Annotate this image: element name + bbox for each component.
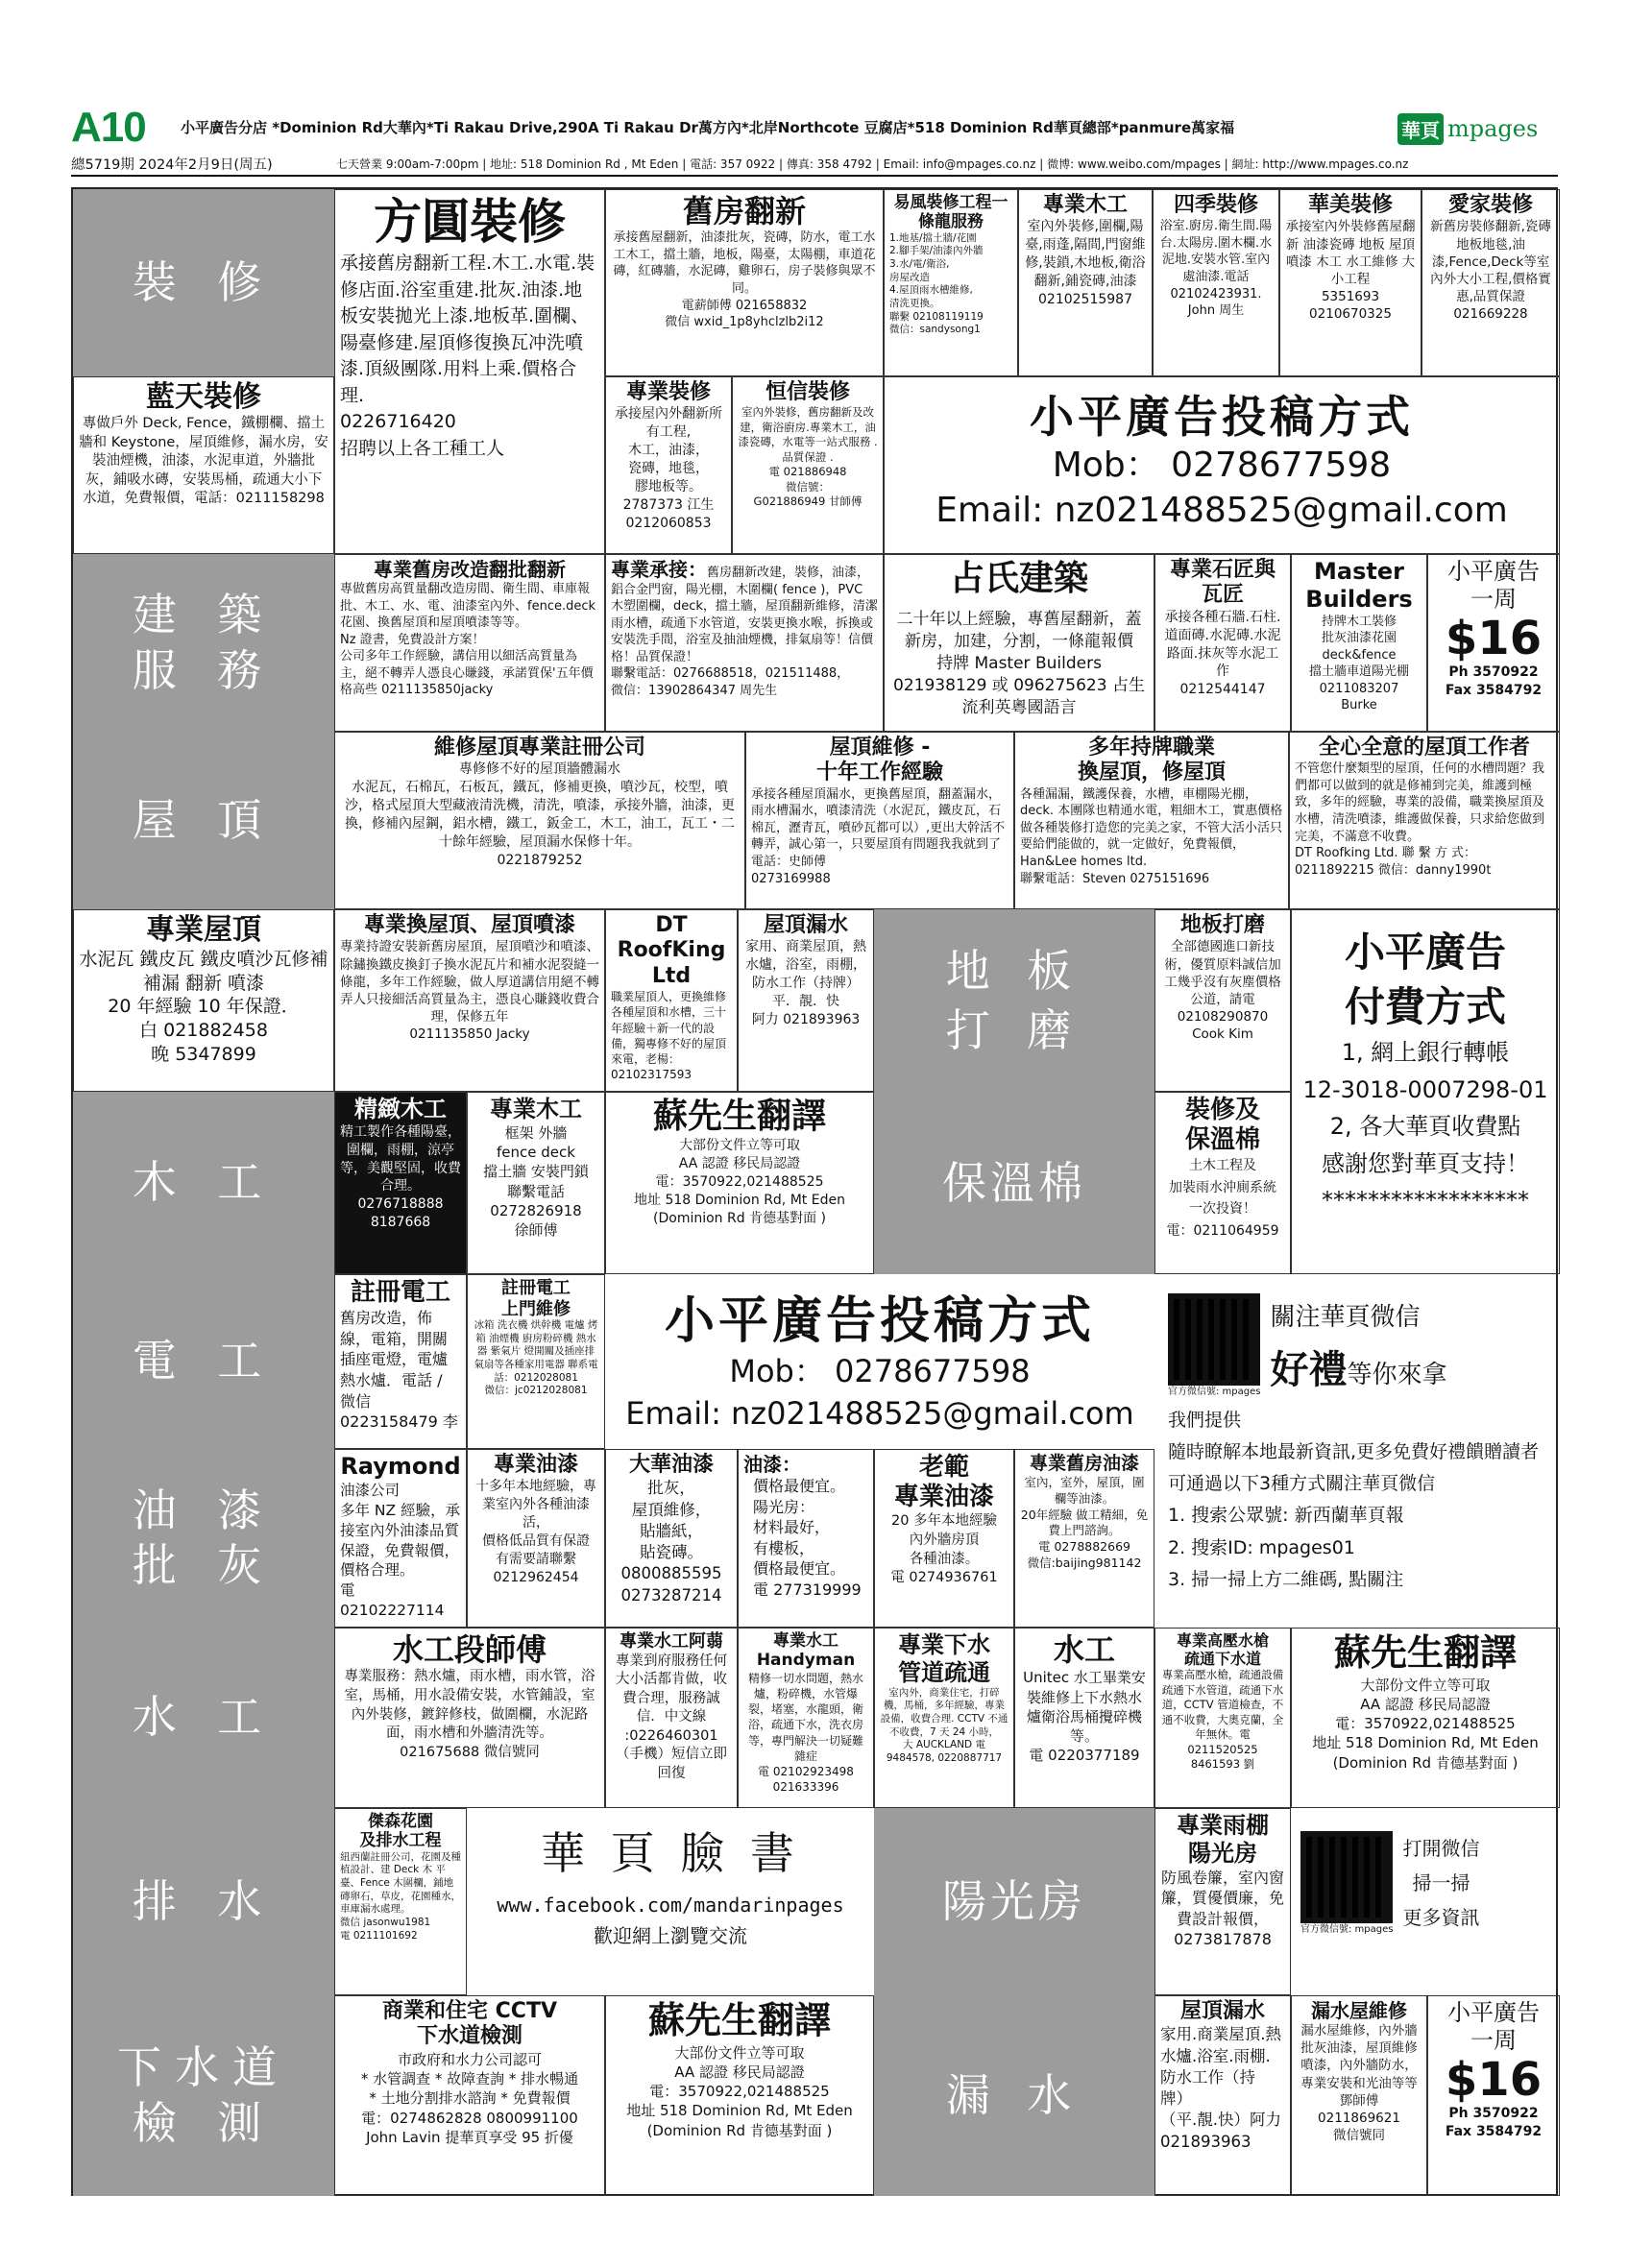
ad-su-translation-2 — [1291, 1628, 1560, 1808]
ad-body: 室內外，商業住宅，打碎機，馬桶，多年經驗，專業設備，收費合理. CCTV 不通不收費，7 天 24 小時， 大 AUCKLAND 電 9484578, 0220887717 — [880, 1686, 1008, 1764]
section-sewer-inspection — [73, 1995, 334, 2196]
ad-stone-mason — [1154, 554, 1291, 732]
section-label: 油 漆 批 灰 — [132, 1484, 276, 1591]
ad-drain-clearing — [874, 1628, 1014, 1808]
section-label: 水 工 — [132, 1691, 276, 1744]
section-woodwork — [73, 1092, 334, 1274]
ad-ah-ruo-plumber — [605, 1628, 738, 1808]
ad-pro-renovation — [605, 376, 732, 554]
ad-body: 承接屋內外翻新所有工程, 木工，油漆， 瓷磚，地毯， 膠地板等。 2787373 江生 0212060853 — [615, 406, 722, 531]
ad-body: 漏水屋維修，內外牆批灰油漆，屋頂維修噴漆，內外牆防水，專業安裝和光油等等 鄧師傅 0211869621 微信號同 — [1300, 2023, 1418, 2144]
ad-title: 華 頁 臉 書 — [541, 1827, 800, 1879]
ad-title: 專業木工 — [1042, 193, 1128, 217]
ad-su-translation-3 — [605, 1995, 874, 2196]
ad-title: 漏水屋維修 — [1311, 1999, 1407, 2022]
ad-title: 維修屋頂專業註冊公司 — [433, 736, 645, 760]
ad-body: 室內外裝修,圍欄,陽臺,雨蓬,隔間,門窗維修,裝鎖,木地板,衛浴翻新,鋪瓷磚,油漆 02102515987 — [1025, 219, 1146, 307]
section-roof — [73, 732, 334, 909]
section-label: 陽光房 — [942, 1875, 1086, 1928]
ad-title: 註冊電工 — [350, 1278, 450, 1307]
ad-hengxin-renovation — [732, 376, 884, 554]
mpages-logo — [1397, 108, 1538, 150]
gift-line — [1270, 1344, 1446, 1396]
section-label: 下水道 檢 測 — [117, 2041, 290, 2149]
ad-dahua-painting — [605, 1449, 738, 1628]
ad-body: 室內，室外，屋頂，圍欄等油漆。 20年經驗 做工精細，免費上門諮詢。 電 0278882669 微信:baijing981142 — [1020, 1474, 1149, 1571]
ad-leaky-home-repair — [1291, 1995, 1427, 2196]
ad-title: 蘇先生翻譯 — [647, 1999, 831, 2041]
ad-title: 專業承接： — [611, 558, 707, 581]
ad-title: 專業石匠與瓦匠 — [1169, 558, 1276, 608]
ad-price: $16 — [1445, 611, 1543, 665]
ad-body: 承接室內外裝修舊屋翻新 油漆瓷磚 地板 屋頂噴漆 木工 水工維修 大小工程 5351693 0210670325 — [1285, 219, 1416, 323]
page-number: A10 — [71, 104, 146, 151]
ad-raymond-painting — [334, 1449, 467, 1628]
section-leak — [874, 1995, 1154, 2196]
ad-title: 舊房翻新 — [682, 193, 806, 229]
ad-roof-repair-10yr — [745, 732, 1014, 909]
ad-body: 精工製作各種陽臺，圍欄，雨棚，涼亭等，美觀堅固，收費合理。 0276718888 8187668 — [340, 1123, 461, 1231]
section-label: 木 工 — [132, 1156, 276, 1209]
ad-title: 屋頂漏水 — [1179, 1999, 1265, 2023]
classified-grid — [71, 187, 1558, 2196]
ad-pro-woodwork — [1018, 189, 1153, 376]
ad-title: 小平廣告 一周 — [1447, 558, 1540, 613]
ad-dt-roofking-2 — [605, 909, 738, 1092]
branch-list: 小平廣告分店 *Dominion Rd大華內*Ti Rakau Drive,290A Ti Rakau Dr萬方內*北岸Northcote 豆腐店*518 Dominion Rd華頁總部*panmure萬家福 — [181, 119, 1235, 136]
ad-facebook-page — [467, 1808, 874, 1995]
ad-title: 方圓裝修 — [374, 194, 566, 250]
logo-text: mpages — [1447, 115, 1539, 142]
ad-insulation — [1154, 1092, 1291, 1274]
ad-roof-repair-company — [334, 732, 745, 909]
ad-aijia-renovation — [1421, 189, 1560, 376]
ad-body: 專修修不好的屋頂牆體漏水 水泥瓦，石棉瓦，石板瓦，鐵瓦，修補更換，噴沙瓦，校型，噴沙，格式屋頂大型藏液清洗機，清洗，噴漆，承接外牆，油漆，更換，修補內屋鋼，鋁水槽，鐵工，鈑金工，木工，油工，瓦工・二十餘年經驗，屋頂漏水保修十年。 0221879252 — [345, 761, 735, 868]
ad-body: 價格最便宜。 陽光房： 材料最好， 有樓板， 價格最便宜。 電 277319999 — [753, 1477, 862, 1599]
ad-payment-methods — [1291, 909, 1560, 1274]
ad-body: 批灰， 屋頂維修， 貼牆紙， 貼瓷磚。 0800885595 0273287214 — [620, 1479, 722, 1604]
section-label: 屋 頂 — [132, 793, 276, 846]
ad-unitec-plumber — [1014, 1628, 1154, 1808]
ad-high-pressure-drain — [1154, 1628, 1291, 1808]
issue-date: 總5719期 2024年2月9日(周五) — [71, 157, 273, 173]
ad-body: 專業服務：熱水爐，雨水槽，雨水管，浴室，馬桶，用水設備安裝，水管鋪設，室內外裝修，鍍鋅修枝，做圍欄，水泥路面，雨水槽和外牆清洗等。 021675688 微信號同 — [344, 1669, 595, 1760]
ad-weekly-price-2 — [1427, 1995, 1560, 2196]
ad-yifeng-renovation — [884, 189, 1018, 376]
section-electrical — [73, 1274, 334, 1449]
ad-duan-plumber — [334, 1628, 605, 1808]
ad-title: 專業換屋頂、屋頂噴漆 — [363, 913, 575, 937]
ad-body: 全部德國進口新技術，優質原料誠信加工幾乎沒有灰塵價格公道，請電 02108290870 Cook Kim — [1164, 939, 1281, 1043]
ad-body: 1, 網上銀行轉帳 12-3018-0007298-01 2, 各大華頁收費點 感謝您對華頁支持！ ****************** — [1302, 1039, 1548, 1214]
wechat-scan-row — [1300, 1831, 1550, 1937]
ad-body: 家用、商業屋頂，熱水爐，浴室，雨棚， 防水工作（持牌） 平．靚．快 阿力 021893963 — [745, 939, 866, 1027]
section-plumbing — [73, 1628, 334, 1808]
ad-title: Raymond — [340, 1453, 461, 1480]
ad-title: 專業水工 Handyman — [756, 1631, 856, 1671]
ad-title: 專業裝修 — [625, 380, 711, 404]
ad-title: 藍天裝修 — [146, 380, 261, 414]
ad-body: 大部份文件立等可取 AA 認證 移民局認證 電：3570922,021488525 地址 518 Dominion Rd, Mt Eden (Dominion Rd 肯德基對面 ) — [1312, 1676, 1539, 1772]
ad-body: 持牌木工裝修 批灰油漆花園 deck&fence 擋土牆車道陽光棚 0211083207 Burke — [1308, 614, 1409, 713]
ad-body: 舊房翻新改建，裝修，油漆，鋁合金門窗，陽光棚，木圍欄( fence )，PVC 木塑圍欄，deck，擋土牆，屋頂翻新維修，清潔雨水槽，疏通下水管道，安裝更換水喉，拆換或安裝洗手間，浴室及抽油煙機，排氣扇等！信價格！品質保證！ 聯繫電話：0276688518，021511488， 微信：13902864347 周先生 — [611, 566, 878, 698]
ad-body: 專業持證安裝新舊房屋頂，屋頂噴沙和噴漆、除鏽換鐵皮換釘子換水泥瓦片和補水泥裂縫一條龍，多年工作經驗，做人厚道講信用絕不轉弄人只接細活高質量為主，憑良心賺錢收費合理，保修五年 0211135850 Jacky — [340, 939, 599, 1043]
ad-body: 專業高壓水槍，疏通設備 疏通下水管道，疏通下水道，CCTV 管道檢查，不通不收費，大奧克蘭，全年無休。電 0211520525 8461593 劉 — [1161, 1668, 1284, 1772]
ad-old-house-painting — [1014, 1449, 1154, 1628]
ad-pro-roof — [73, 909, 334, 1092]
ad-title: 蘇先生翻譯 — [652, 1097, 826, 1136]
ad-floor-sanding — [1154, 909, 1291, 1092]
ad-body: 家用.商業屋頂.熱水爐.浴室.雨棚.防水工作（持牌） （平.靚.快）阿力 021893963 — [1160, 2025, 1281, 2151]
ad-body: 新舊房裝修翻新,瓷磚地板地毯,油漆,Fence,Deck等室內外大小工程,價格實惠,品質保證 021669228 — [1430, 219, 1551, 323]
ad-body: 紐西蘭註冊公司，花園及種植設計、建 Deck 木 平 臺、Fence 木圍欄，鋪地磚卵石，草皮，花園種水，車庫漏水處理。 微信 jasonwu1981 電 0211101692 — [340, 1850, 461, 1942]
ad-title: DT RoofKing Ltd — [617, 913, 726, 988]
ad-body: 專業到府服務任何大小活都肯做，收費合理，服務誠信．中文線 :0226460301（手機）短信立即回復 — [616, 1653, 727, 1781]
ad-body: Mob： 0278677598 Email: nz021488525@gmail.com — [935, 446, 1508, 530]
ad-jason-garden-drainage — [334, 1808, 467, 1995]
ad-body: 承接各種屋頂漏水，更換舊屋頂，翻蓋漏水，雨水槽漏水，噴漆清洗（水泥瓦，鐵皮瓦，石棉瓦，瀝青瓦，噴砂瓦都可以）,更出大幹活不轉弄，誠心第一，只要屋頂有問題我我就到了 電話：史師傅 0273169988 — [751, 786, 1006, 886]
ad-title: 易風裝修工程一條龍服務 — [893, 193, 1008, 232]
ad-title: 地板打磨 — [1179, 913, 1265, 937]
ad-roof-replace-spray — [334, 909, 605, 1092]
section-painting — [73, 1449, 334, 1628]
qr-code-icon[interactable] — [1168, 1293, 1260, 1386]
ad-body: 框架 外牆 fence deck 擋土牆 安裝門鎖 聯繫電話 0272826918 徐師傅 — [483, 1123, 589, 1240]
ad-fangyuan-renovation — [334, 189, 605, 554]
ad-body: 承接各種石牆.石柱.道面磚.水泥磚.水泥路面.抹灰等水泥工作 0212544147 — [1164, 609, 1281, 698]
ad-body: 二十年以上經驗，專舊屋翻新，蓋新房，加建，分割，一條龍報價 持牌 Master Builders 021938129 或 096275623 占生 流利英粵國語言 — [893, 610, 1145, 717]
ad-body: 大部份文件立等可取 AA 認證 移民局認證 電：3570922,021488525 地址 518 Dominion Rd, Mt Eden (Dominion Rd 肯德基對面 ) — [626, 2043, 853, 2139]
ad-body: 精修一切水問題，熱水爐，粉碎機，水管爆裂，堵塞，水龍頭，衛浴，疏通下水，洗衣房等，專門解決一切疑難雜症 電 02102923498 021633396 — [747, 1671, 863, 1795]
ad-title: 專業屋頂 — [146, 913, 261, 947]
section-label: 排 水 — [132, 1874, 276, 1927]
ad-title: 油漆： — [743, 1453, 801, 1476]
wechat-label: 關注華頁微信 — [1270, 1303, 1421, 1332]
ad-body: 職業屋頂人，更換維修各種屋頂和水槽，三十年經驗＋新一代的設備，獨專修不好的屋頂來電，老楊： 02102317593 — [611, 990, 727, 1082]
ad-body: 承接舊屋翻新，油漆批灰，瓷磚，防水，電工水工木工，擋土牆，地板，陽臺，太陽棚，車道花磚，紅磚牆，水泥磚，雞卵石，房子裝修與眾不同。 電薪師傅 021658832 微信 wxid_1p8yhclzlb2i12 — [613, 230, 876, 330]
ad-title: 蘇先生翻譯 — [1333, 1631, 1517, 1674]
ad-title: 裝修及 保溫棉 — [1184, 1096, 1260, 1155]
ad-title: 水工 — [1053, 1631, 1115, 1668]
section-label: 建 築 服 務 — [132, 589, 276, 696]
ad-zhan-construction — [884, 554, 1154, 732]
section-label: 裝 修 — [132, 255, 276, 308]
ad-title: 多年持牌職業 換屋頂，修屋頂 — [1077, 736, 1226, 785]
header-rule — [71, 175, 1558, 177]
qr-block — [1300, 1831, 1393, 1937]
ad-title: 恒信裝修 — [765, 380, 850, 404]
section-building — [73, 554, 334, 732]
ad-title: 精緻木工 — [354, 1096, 447, 1122]
gift-word: 好禮 — [1270, 1348, 1348, 1393]
ad-title: 專業下水 管道疏通 — [898, 1631, 990, 1686]
ad-title: 專業舊房改造翻批翻新 — [374, 558, 566, 581]
wechat-follow-row — [1168, 1293, 1546, 1399]
ad-title: 水工段師傅 — [392, 1631, 547, 1668]
ad-body: 油漆公司 多年 NZ 經驗，承接室內外油漆品質保證，免費報價，價格合理。 電 02102227114 — [340, 1481, 461, 1620]
ad-body: 市政府和水力公司認可 * 水管調查 * 故障查詢 * 排水暢通 * 土地分割排水諮詢 * 免費報價 電：0274862828 0800991100 John Lavin 提華頁享受 95 折優 — [360, 2050, 579, 2146]
section-renovation — [73, 189, 334, 376]
ad-title: 屋頂漏水 — [763, 913, 848, 937]
ad-weekly-price — [1427, 554, 1560, 732]
ad-body: 各種漏漏，鐵護保養，水槽，車棚陽光棚，deck. 本團隊也精通水電，粗細木工，實惠價格做各種裝修打造您的完美之家，不管大活小活只要給們能做的，就一定做好，免費報價，Han&Lee homes ltd. 聯繫電話：Steven 0275151696 — [1020, 786, 1283, 886]
ad-body: 土木工程及 加裝雨水沖廁系統 一次投資！ 電：0211064959 — [1166, 1158, 1279, 1239]
ad-painting-sunroom — [738, 1449, 874, 1628]
qr-caption: 官方微信號: mpages — [1168, 1387, 1261, 1397]
ad-title: 屋頂維修 - 十年工作經驗 — [815, 736, 943, 785]
section-floor-sanding — [874, 909, 1154, 1092]
ad-title: 專業油漆 — [493, 1453, 578, 1477]
ad-body: 1.地基/擋土牆/花園 2.腳手架/油漆內外牆 3.水/電/衛浴, 房屋改造 4.屋頂雨水槽維修, 清洗更換。 聯繫 02108119119 微信：sandysong1 — [889, 231, 984, 336]
logo-mark: 華頁 — [1397, 113, 1444, 145]
ad-title: 大華油漆 — [628, 1453, 714, 1477]
ad-body: Mob： 0278677598 Email: nz021488525@gmail.com — [625, 1353, 1134, 1432]
ad-title: 全心全意的屋頂工作者 — [1318, 736, 1530, 760]
ad-title: 小平廣告投稿方式 — [1030, 391, 1414, 443]
ad-body: 專做舊房高質量翻改造房間、衛生間、車庫報批、木工、水、電、油漆室內外、fence.deck 花園、換舊屋頂和屋頂噴漆等等。 Nz 證書，免費設計方案！ 公司多年工作經驗，講信用以細活高質量為主，絕不轉弄人憑良心賺錢，承諾質保'五年價格高些 0211135850jacky — [340, 582, 596, 698]
ad-pro-woodwork-2 — [467, 1092, 605, 1274]
section-label: 漏 水 — [945, 2069, 1083, 2122]
ad-title: 傑森花園 及排水工程 — [359, 1812, 442, 1851]
ad-body: 承接舊房翻新工程.木工.水電.裝修店面.浴室重建.批灰.油漆.地板安裝拋光上漆.地板革.圍欄、陽臺修建.屋頂修復換瓦冲洗噴漆.頂級團隊.用料上乘.價格合理. 0226716420 招聘以上各工種工人 — [340, 253, 595, 459]
ad-title: 愛家裝修 — [1447, 193, 1533, 217]
scan-instructions: 打開微信 掃一掃 更多資訊 — [1402, 1837, 1480, 1929]
qr-caption: 官方微信號: mpages — [1300, 1924, 1394, 1935]
ad-roof-leak — [738, 909, 874, 1092]
ad-submission-info — [884, 376, 1560, 554]
ad-dt-roofking — [1289, 732, 1560, 909]
ad-body: Ph 3570922 Fax 3584792 — [1445, 664, 1543, 699]
ad-body: 十多年本地經驗，專業室內外各種油漆活， 價格低品質有保證 有需要請聯繫 0212962454 — [475, 1479, 596, 1585]
ad-registered-electrician — [334, 1274, 467, 1449]
qr-block — [1168, 1293, 1260, 1399]
ad-fine-woodwork — [334, 1092, 467, 1274]
ad-title: 小平廣告 付費方式 — [1344, 929, 1506, 1030]
ad-submission-info-2 — [605, 1274, 1154, 1449]
ad-licensed-roofing — [1014, 732, 1289, 909]
ad-roof-leak-2 — [1154, 1995, 1291, 2196]
ad-body: Unitec 水工畢業安裝維修上下水熱水爐衛浴馬桶攪碎機等。 電 0220377189 — [1023, 1669, 1146, 1765]
ad-four-seasons — [1153, 189, 1279, 376]
ad-title: 占氏建築 — [949, 559, 1088, 598]
ad-body: 冰箱 洗衣機 烘幹機 電爐 烤箱 油煙機 廚房粉碎機 熱水器 紫氣片 燈開關及插座排氣扇等各種家用電器 聯系電話：0212028081 微信：jc0212028081 — [474, 1319, 598, 1397]
ad-title: 專業高壓水槍 疏通下水道 — [1176, 1631, 1269, 1669]
ad-pro-painting — [467, 1449, 605, 1628]
ad-old-house-renovation — [605, 189, 884, 376]
ad-title: 註冊電工 上門維修 — [501, 1278, 571, 1319]
section-label: 電 工 — [132, 1335, 276, 1387]
ad-cctv-sewer — [334, 1995, 605, 2196]
ad-body: 大部份文件立等可取 AA 認證 移民局認證 電：3570922,021488525 地址 518 Dominion Rd, Mt Eden (Dominion Rd 肯德基對面 ) — [634, 1138, 845, 1226]
qr-code-icon[interactable] — [1300, 1831, 1393, 1923]
ad-body: 室內外裝修，舊房翻新及改建，衛浴廚房.專業木工，油漆瓷磚，水電等一站式服務 .品質保證 . 電 021886948 微信號： G021886949 甘師傅 — [738, 405, 878, 509]
ad-body: 20 多年本地經驗 內外牆房頂 各種油漆。 電 0274936761 — [890, 1513, 998, 1586]
ad-master-builders — [1291, 554, 1427, 732]
ad-body: Ph 3570922 Fax 3584792 — [1445, 2106, 1543, 2140]
section-label: 地 板 打 磨 — [945, 944, 1083, 1056]
ad-title: 四季裝修 — [1173, 193, 1258, 217]
ad-laofan-painting — [874, 1449, 1014, 1628]
ad-title: 老範 專業油漆 — [893, 1453, 994, 1512]
ad-body: 浴室.廚房.衛生間.陽台.太陽房.圍木欄.水泥地.安裝水管.室內處油漆.電話 02102423931. John 周生 — [1159, 219, 1273, 319]
ad-title: 小平廣告投稿方式 — [664, 1292, 1095, 1350]
ad-price: $16 — [1445, 2052, 1543, 2107]
ad-title: 專業雨棚 陽光房 — [1177, 1812, 1269, 1867]
ad-huamei-renovation — [1279, 189, 1421, 376]
ad-body: 專做戶外 Deck, Fence，鐵棚欄、擋土牆和 Keystone，屋頂維修，漏水房，安裝油煙機，油漆，水泥車道，外牆批灰，鋪吸水磚，安裝馬桶，疏通大小下水道，免費報價，電話：0211158298 — [79, 416, 328, 507]
gift-rest: 等你來拿 — [1347, 1361, 1447, 1390]
ad-body: www.facebook.com/mandarinpages 歡迎網上瀏覽交流 — [497, 1894, 844, 1948]
ad-body: 不管您什麼類型的屋頂，任何的水槽問題？我們都可以做到的就是修補到完美，維護到極致，多年的經驗，專業的設備，職業換屋頂及水槽，清洗噴漆，維護做保養，只求給您做到完美，不滿意不收費。 DT Roofking Ltd. 聯 繫 方 式： 0211892215 微信：danny1990t — [1295, 761, 1545, 878]
section-label: 保溫棉 — [942, 1156, 1086, 1209]
ad-title: 專業水工阿蒻 — [620, 1631, 723, 1652]
ad-pro-contracting — [605, 554, 884, 732]
ad-wechat-scan — [1291, 1808, 1560, 1995]
ad-body: 防風卷簾，室內窗簾，質優價廉，免費設計報價， 0273817878 — [1160, 1868, 1284, 1949]
ad-old-house-remodel — [334, 554, 605, 732]
section-drainage — [73, 1808, 334, 1995]
ad-wechat-follow — [1154, 1274, 1560, 1628]
wechat-promo — [1270, 1293, 1446, 1396]
contact-line: 七天營業 9:00am-7:00pm | 地址: 518 Dominion Rd , Mt Eden | 電話: 357 0922 | 傳真: 358 4792 | Email: info@mpages.co.nz | 微博: www.weibo.com/mpages | 網址: http://www.mpages.co.nz — [336, 157, 1409, 171]
ad-title: 商業和住宅 CCTV 下水道檢測 — [382, 1999, 557, 2049]
ad-title: 專業舊房油漆 — [1029, 1453, 1139, 1474]
ad-su-translation — [605, 1092, 874, 1274]
section-sunroom — [874, 1808, 1154, 1995]
ad-title: 小平廣告 一周 — [1447, 1999, 1540, 2054]
ad-lantian-renovation — [73, 376, 334, 554]
ad-title: 華美裝修 — [1307, 193, 1393, 217]
ad-electrician-home-service — [467, 1274, 605, 1449]
section-insulation — [874, 1092, 1154, 1274]
ad-title: Master Builders — [1305, 558, 1413, 613]
ad-body: 水泥瓦 鐵皮瓦 鐵皮噴沙瓦修補 補漏 翻新 噴漆 20 年經驗 10 年保證． 白 021882458 晚 5347899 — [79, 949, 328, 1065]
ad-title: 專業木工 — [490, 1096, 582, 1122]
wechat-instructions: 我們提供 隨時瞭解本地最新資訊,更多免費好禮饋贈讀者 可通過以下3種方式關注華頁微信 1. 搜索公眾號: 新西蘭華頁報 2. 搜索ID: mpages01 3. 掃一掃上方二維碼, 點關注 — [1168, 1409, 1540, 1590]
ad-awning-sunroom — [1154, 1808, 1291, 1995]
ad-body: 舊房改造，佈線，電箱，開關插座電燈，電爐熱水爐．電話 / 微信 0223158479 李 — [340, 1309, 458, 1432]
ad-handyman-plumber — [738, 1628, 874, 1808]
